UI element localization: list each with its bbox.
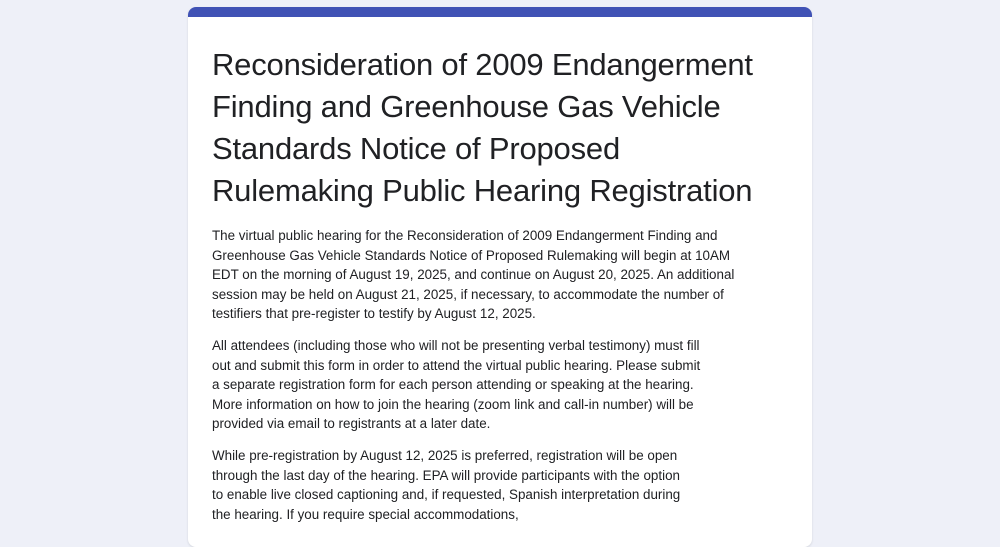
description-paragraph-hearing-dates: The virtual public hearing for the Reconsideration of 2009 Endangerment Finding and Greenhouse Gas Vehicle Standards Notice of Proposed Rulemaking will begin at 10AM EDT on the morning of August 19, 2025, and continue on August 20, 2025. An additional session may be held on August 21, 2025, if necessary, to accommodate the number of testifiers that pre-register to testify by August 12, 2025. xyxy=(212,228,735,322)
form-title: Reconsideration of 2009 Endangerment Finding and Greenhouse Gas Vehicle Standards Notice of Proposed Rulemaking Public Hearing Registration xyxy=(212,47,753,208)
description-paragraph-attendees: All attendees (including those who will not be presenting verbal testimony) must fill out and submit this form in order to attend the virtual public hearing. Please submit a separate registration form for each person attending or speaking at the hearing. More information on how to join the hearing (zoom link and call-in number) will be provided via email to registrants at a later date. xyxy=(212,337,701,432)
form-header-card xyxy=(188,7,812,547)
form-header-content xyxy=(188,17,812,524)
form-description xyxy=(212,226,788,524)
accent-bar xyxy=(188,7,812,17)
description-paragraph-registration: While pre-registration by August 12, 2025 is preferred, registration will be open through the last day of the hearing. EPA will provide participants with the option to enable live closed captioning and, if requested, Spanish interpretation during the hearing. If you require special accommodations, xyxy=(212,447,681,522)
